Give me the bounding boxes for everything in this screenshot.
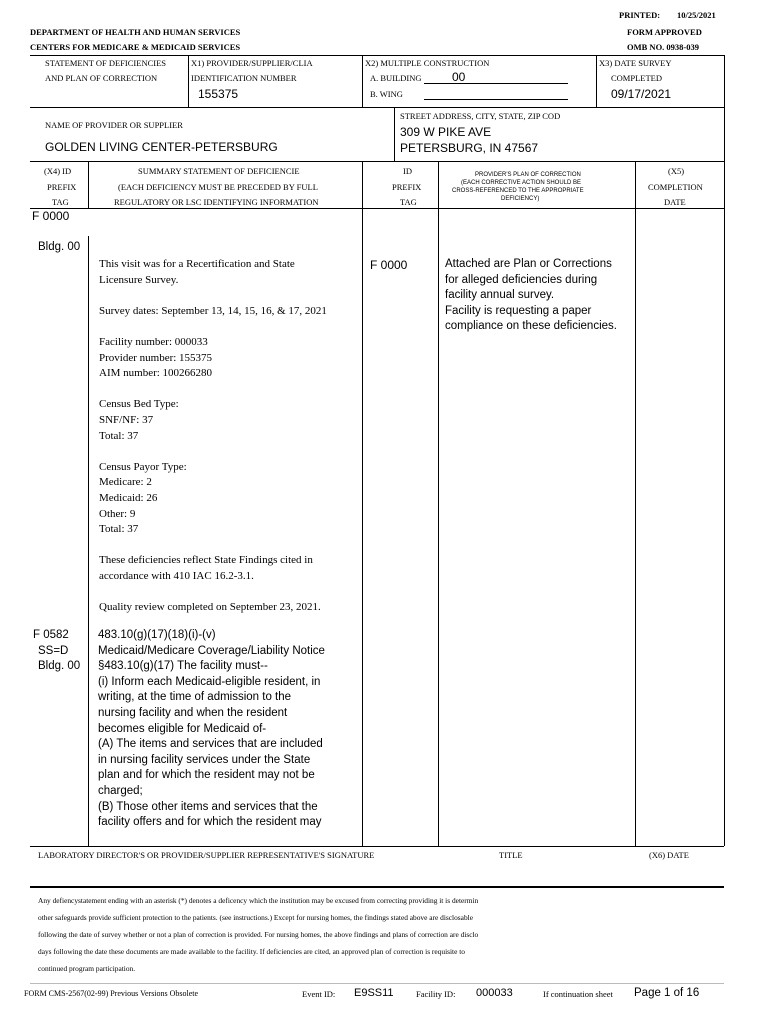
regulation-line: facility offers and for which the resident may bbox=[98, 816, 322, 829]
regulation-line: 483.10(g)(17)(18)(i)-(v) bbox=[98, 629, 216, 641]
disclaimer-line: Any defiencystatement ending with an asterisk (*) denotes a deficency which the institution may be excused from correcting providing it is determin bbox=[38, 896, 479, 905]
x5-head: COMPLETION bbox=[648, 182, 703, 192]
summary-line: accordance with 410 IAC 16.2-3.1. bbox=[99, 569, 254, 582]
x2-label: X2) MULTIPLE CONSTRUCTION bbox=[365, 58, 490, 68]
summary-line bbox=[99, 444, 327, 460]
summary-line: Facility number: 000033 bbox=[99, 335, 208, 348]
disclaimer-line: continued program participation. bbox=[38, 964, 136, 973]
rule bbox=[88, 161, 89, 208]
x1-label: X1) PROVIDER/SUPPLIER/CLIA bbox=[191, 58, 313, 68]
summary-line: Census Payor Type: bbox=[99, 460, 187, 473]
event-id-value: E9SS11 bbox=[354, 987, 394, 999]
survey-date: 09/17/2021 bbox=[611, 87, 672, 101]
rule bbox=[394, 107, 395, 161]
x6-date-label: (X6) DATE bbox=[649, 850, 689, 860]
rule bbox=[635, 161, 636, 846]
regulation-line: becomes eligible for Medicaid of- bbox=[98, 722, 267, 735]
regulation-text bbox=[98, 628, 325, 831]
plan-text bbox=[445, 257, 617, 335]
rule bbox=[724, 55, 725, 846]
summary-line: Medicare: 2 bbox=[99, 476, 152, 489]
summary-line: Census Bed Type: bbox=[99, 398, 179, 411]
regulation-line: §483.10(g)(17) The facility must-- bbox=[98, 660, 268, 673]
rule bbox=[362, 161, 363, 846]
address-street: 309 W PIKE AVE bbox=[400, 125, 492, 139]
disclaimer-line: days following the date these documents are made available to the facility. If deficiencies are cited, an approved plan of correction is requisite to bbox=[38, 947, 465, 956]
summary-line: Total: 37 bbox=[99, 429, 139, 442]
plan-line: Facility is requesting a paper bbox=[445, 304, 592, 317]
x4-head: TAG bbox=[52, 197, 69, 207]
summary-line: Survey dates: September 13, 14, 15, 16, & 17, 2021 bbox=[99, 304, 327, 317]
rule bbox=[30, 983, 724, 984]
provider-name: GOLDEN LIVING CENTER-PETERSBURG bbox=[45, 140, 278, 154]
rule bbox=[30, 55, 724, 56]
rule bbox=[438, 161, 439, 846]
form-approved: FORM APPROVED bbox=[627, 27, 702, 37]
rule bbox=[30, 161, 724, 162]
signature-label: LABORATORY DIRECTOR'S OR PROVIDER/SUPPLIER REPRESENTATIVE'S SIGNATURE bbox=[38, 850, 375, 860]
disclaimer bbox=[38, 892, 478, 977]
regulation-line: (A) The items and services that are included bbox=[98, 738, 323, 751]
rule bbox=[362, 55, 363, 107]
summary-line: Provider number: 155375 bbox=[99, 351, 213, 364]
statement-label: STATEMENT OF DEFICIENCIES bbox=[45, 58, 167, 68]
plan-line: for alleged deficiencies during bbox=[445, 273, 598, 286]
regulation-line: in nursing facility services under the State bbox=[98, 753, 311, 766]
provider-name-label: NAME OF PROVIDER OR SUPPLIER bbox=[45, 120, 183, 130]
summary-line bbox=[99, 538, 327, 554]
x5-head: DATE bbox=[664, 197, 686, 207]
address-city: PETERSBURG, IN 47567 bbox=[400, 141, 539, 155]
summary-line bbox=[99, 288, 327, 304]
building-value: 00 bbox=[452, 70, 466, 84]
regulation-line: charged; bbox=[98, 784, 143, 797]
tag-line: SS=D bbox=[38, 644, 69, 657]
regulation-line: writing, at the time of admission to the bbox=[98, 691, 292, 704]
rule bbox=[30, 208, 724, 209]
tag-line: F 0582 bbox=[33, 629, 69, 641]
x1-label-2: IDENTIFICATION NUMBER bbox=[191, 73, 297, 83]
x4-head: PREFIX bbox=[47, 182, 77, 192]
id-tag-f0000: F 0000 bbox=[370, 258, 408, 272]
building-label: A. BUILDING bbox=[370, 73, 422, 83]
event-id-label: Event ID: bbox=[302, 989, 336, 999]
rule bbox=[30, 107, 724, 108]
statement-label-2: AND PLAN OF CORRECTION bbox=[45, 73, 158, 83]
rule bbox=[188, 55, 189, 107]
summary-line: AIM number: 100266280 bbox=[99, 367, 213, 380]
summary-line: Quality review completed on September 23, 2021. bbox=[99, 601, 321, 614]
facility-id-value: 000033 bbox=[476, 987, 513, 999]
summary-line bbox=[99, 319, 327, 335]
id-head: TAG bbox=[400, 197, 417, 207]
summary-line bbox=[99, 382, 327, 398]
x5-head: (X5) bbox=[668, 166, 685, 176]
x3-label-2: COMPLETED bbox=[611, 73, 662, 83]
disclaimer-line: other safeguards provide sufficient protection to the patients. (see instructions.) Except for nursing homes, the findings stated above are disclosable bbox=[38, 913, 473, 922]
rule bbox=[30, 886, 724, 888]
summary-head: REGULATORY OR LSC IDENTIFYING INFORMATION bbox=[114, 197, 319, 207]
printed-date: 10/25/2021 bbox=[677, 10, 716, 20]
tag-f0000: F 0000 bbox=[32, 209, 70, 223]
summary-line: SNF/NF: 37 bbox=[99, 413, 154, 426]
regulation-line: (i) Inform each Medicaid-eligible resident, in bbox=[98, 675, 321, 688]
summary-head: (EACH DEFICIENCY MUST BE PRECEDED BY FULL bbox=[118, 182, 318, 192]
plan-line: compliance on these deficiencies. bbox=[445, 320, 617, 333]
plan-head: CROSS-REFERENCED TO THE APPROPRIATE bbox=[452, 188, 584, 194]
omb-number: OMB NO. 0938-039 bbox=[627, 42, 700, 52]
rule bbox=[88, 236, 89, 846]
regulation-line: Medicaid/Medicare Coverage/Liability Notice bbox=[98, 644, 325, 657]
summary-head: SUMMARY STATEMENT OF DEFICIENCIE bbox=[138, 166, 300, 176]
x3-label: X3) DATE SURVEY bbox=[599, 58, 672, 68]
summary-line: These deficiencies reflect State Findings cited in bbox=[99, 554, 313, 567]
tag-f0582 bbox=[33, 628, 80, 675]
plan-line: Attached are Plan or Corrections bbox=[445, 258, 612, 270]
summary-line: Medicaid: 26 bbox=[99, 491, 158, 504]
summary-line: Licensure Survey. bbox=[99, 273, 179, 286]
tag-line: Bldg. 00 bbox=[38, 660, 81, 673]
plan-head: (EACH CORRECTIVE ACTION SHOULD BE bbox=[461, 180, 582, 186]
summary-line: Total: 37 bbox=[99, 523, 139, 536]
summary-line bbox=[99, 584, 327, 600]
building-underline bbox=[424, 83, 568, 84]
summary-line: This visit was for a Recertification and State bbox=[99, 258, 295, 270]
id-head: PREFIX bbox=[392, 182, 422, 192]
page-number: Page 1 of 16 bbox=[634, 987, 700, 999]
bldg-00: Bldg. 00 bbox=[38, 241, 81, 253]
plan-head: DEFICIENCY) bbox=[501, 196, 540, 202]
regulation-line: (B) Those other items and services that the bbox=[98, 800, 318, 813]
plan-head: PROVIDER'S PLAN OF CORRECTION bbox=[475, 172, 581, 178]
id-head: ID bbox=[403, 166, 412, 176]
summary-line: Other: 9 bbox=[99, 507, 136, 520]
printed-label: PRINTED: bbox=[619, 10, 661, 20]
wing-label: B. WING bbox=[370, 89, 403, 99]
plan-line: facility annual survey. bbox=[445, 289, 555, 302]
form-number: FORM CMS-2567(02-99) Previous Versions Obsolete bbox=[24, 989, 199, 998]
facility-id-label: Facility ID: bbox=[416, 989, 456, 999]
centers-heading: CENTERS FOR MEDICARE & MEDICAID SERVICES bbox=[30, 42, 241, 52]
disclaimer-line: following the date of survey whether or not a plan of correction is provided. For nursing homes, the above findings and plans of correction are disclo bbox=[38, 930, 479, 939]
provider-number: 155375 bbox=[198, 87, 239, 101]
regulation-line: plan and for which the resident may not be bbox=[98, 769, 315, 782]
title-label: TITLE bbox=[499, 850, 523, 860]
rule bbox=[30, 846, 724, 847]
summary-text bbox=[99, 257, 327, 616]
x4-head: (X4) ID bbox=[44, 166, 72, 176]
department-heading: DEPARTMENT OF HEALTH AND HUMAN SERVICES bbox=[30, 27, 241, 37]
wing-underline bbox=[424, 99, 568, 100]
regulation-line: nursing facility and when the resident bbox=[98, 706, 288, 719]
continuation-label: If continuation sheet bbox=[543, 989, 613, 999]
address-label: STREET ADDRESS, CITY, STATE, ZIP COD bbox=[400, 111, 561, 121]
rule bbox=[596, 55, 597, 107]
